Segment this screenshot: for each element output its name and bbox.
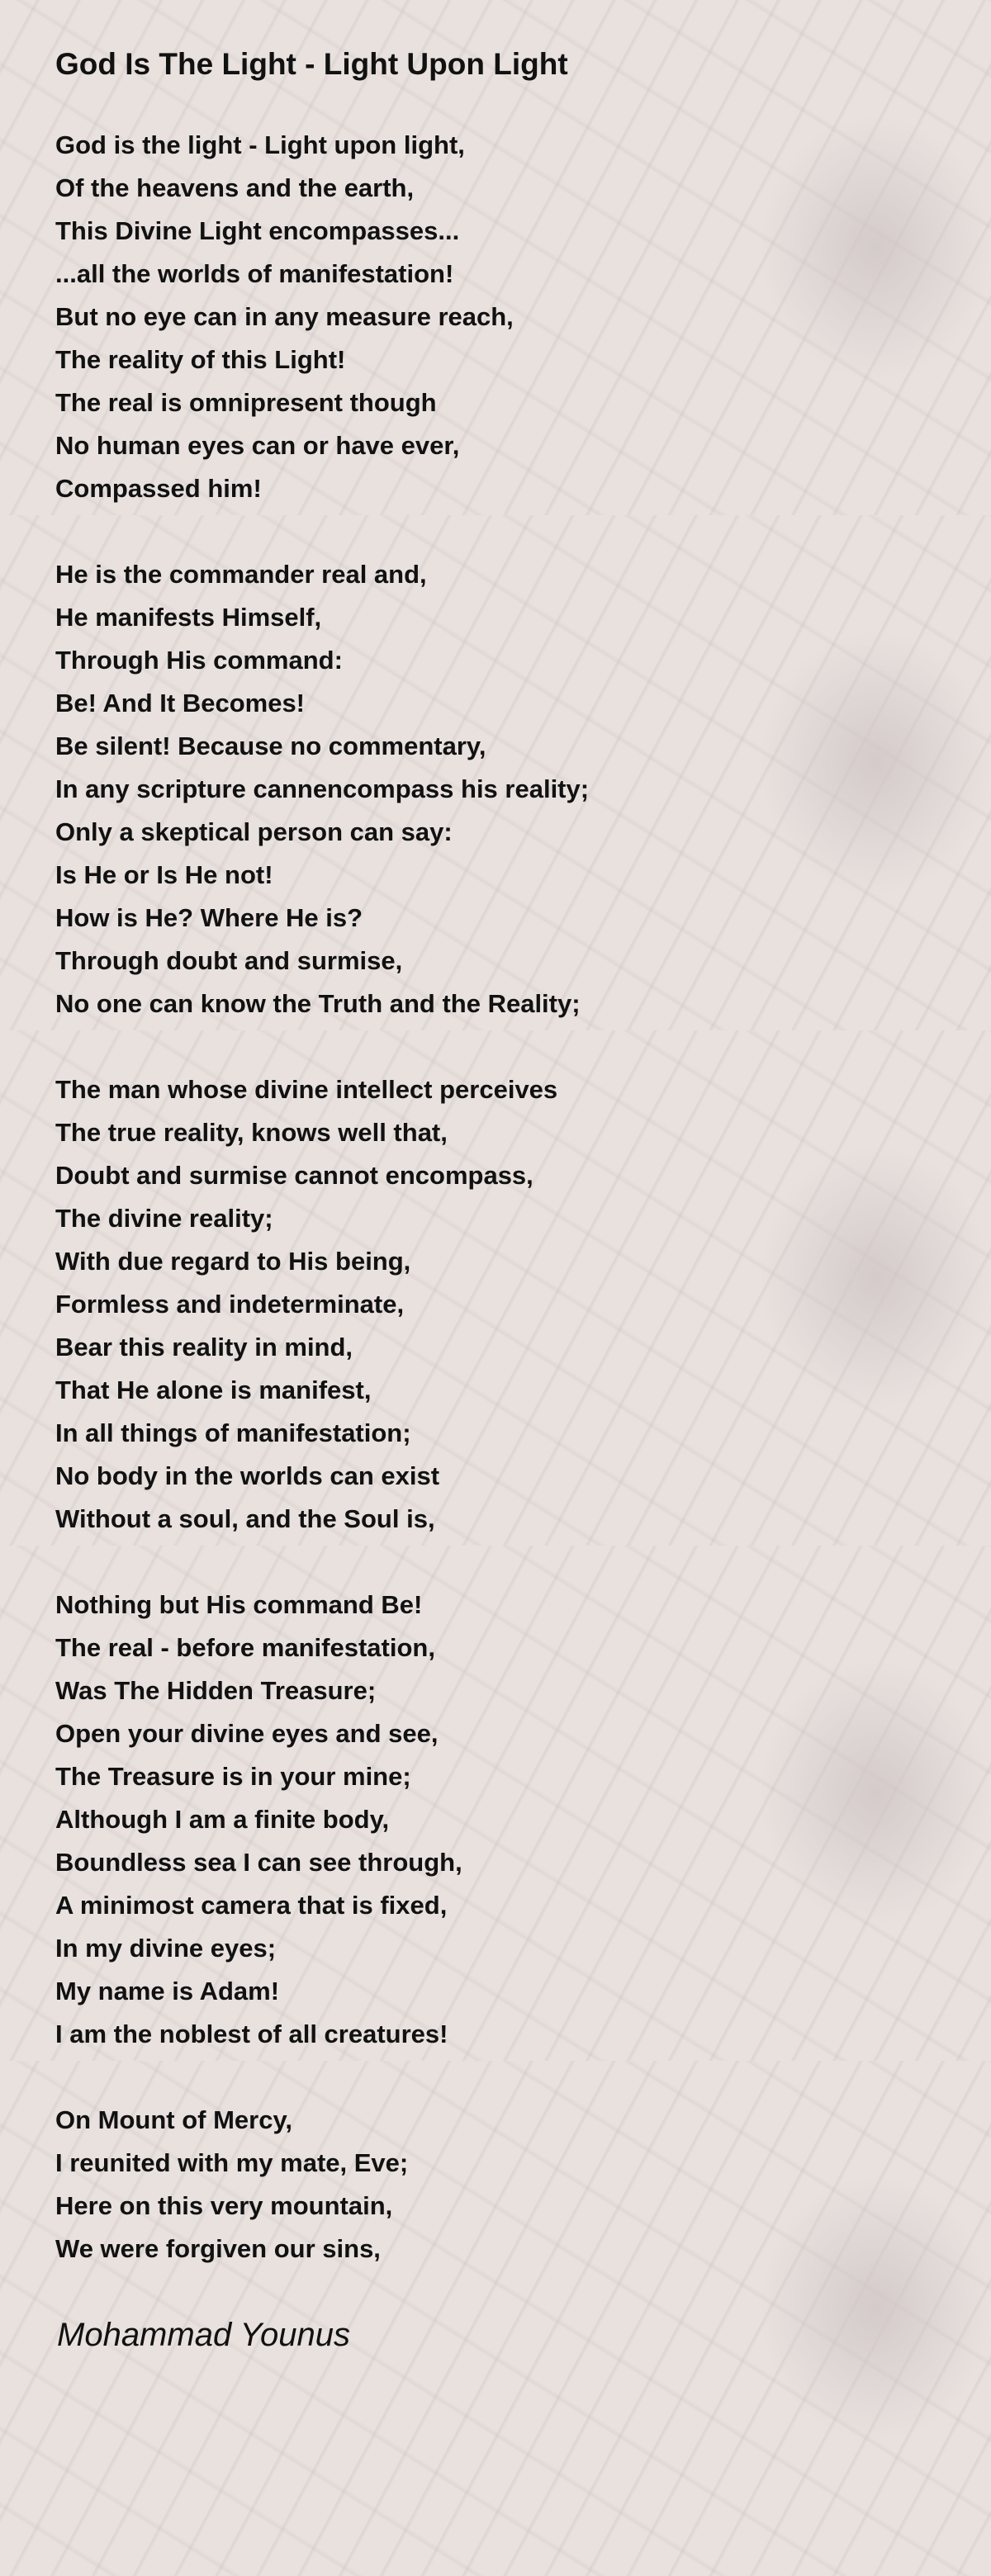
- poem-line: I am the noblest of all creatures!: [55, 2020, 448, 2048]
- stanza-3: [55, 1068, 947, 1541]
- poem-line: Bear this reality in mind,: [55, 1333, 353, 1361]
- poem-line: He is the commander real and,: [55, 560, 427, 589]
- poem-line: Is He or Is He not!: [55, 860, 273, 889]
- poem-line: On Mount of Mercy,: [55, 2105, 293, 2134]
- poem-line: Of the heavens and the earth,: [55, 173, 415, 202]
- poem-author: Mohammad Younus: [57, 2317, 351, 2353]
- poem-line: The Treasure is in your mine;: [55, 1762, 411, 1791]
- poem-line: The reality of this Light!: [55, 345, 346, 374]
- poem-line: My name is Adam!: [55, 1977, 280, 2005]
- poem-line: I reunited with my mate, Eve;: [55, 2148, 409, 2177]
- poem-line: The real is omnipresent though: [55, 388, 437, 417]
- poem-line: Was The Hidden Treasure;: [55, 1676, 377, 1705]
- poem-line: This Divine Light encompasses...: [55, 216, 460, 245]
- stanza-5: [55, 2099, 947, 2271]
- poem-line: No human eyes can or have ever,: [55, 431, 460, 460]
- poem-line: God is the light - Light upon light,: [55, 130, 465, 159]
- poem-line: He manifests Himself,: [55, 603, 322, 632]
- poem-line: Doubt and surmise cannot encompass,: [55, 1161, 533, 1190]
- poem-line: Here on this very mountain,: [55, 2191, 393, 2220]
- poem-line: Be silent! Because no commentary,: [55, 732, 486, 760]
- poem-line: That He alone is manifest,: [55, 1376, 372, 1404]
- poem-line: A minimost camera that is fixed,: [55, 1891, 448, 1920]
- poem-line: Without a soul, and the Soul is,: [55, 1504, 435, 1533]
- poem-line: In my divine eyes;: [55, 1934, 277, 1963]
- poem-container: [55, 41, 947, 2271]
- poem-line: How is He? Where He is?: [55, 903, 363, 932]
- poem-line: Boundless sea I can see through,: [55, 1848, 462, 1877]
- poem-line: We were forgiven our sins,: [55, 2234, 381, 2263]
- poem-line: The real - before manifestation,: [55, 1633, 435, 1662]
- poem-line: Formless and indeterminate,: [55, 1290, 405, 1319]
- poem-line: In any scripture cannencompass his reality;: [55, 774, 590, 803]
- poem-line: Compassed him!: [55, 474, 262, 503]
- poem-line: ...all the worlds of manifestation!: [55, 259, 454, 288]
- stanza-1: [55, 124, 947, 510]
- poem-line: But no eye can in any measure reach,: [55, 302, 514, 331]
- poem-line: No one can know the Truth and the Reality;: [55, 989, 581, 1018]
- poem-line: The divine reality;: [55, 1204, 273, 1233]
- poem-line: The true reality, knows well that,: [55, 1118, 448, 1147]
- stanza-2: [55, 553, 947, 1025]
- poem-line: Be! And It Becomes!: [55, 689, 306, 717]
- poem-title: God Is The Light - Light Upon Light: [55, 47, 568, 81]
- poem-line: Open your divine eyes and see,: [55, 1719, 439, 1748]
- poem-line: With due regard to His being,: [55, 1247, 411, 1276]
- poem-line: In all things of manifestation;: [55, 1418, 411, 1447]
- poem-line: The man whose divine intellect perceives: [55, 1075, 558, 1104]
- poem-line: Only a skeptical person can say:: [55, 817, 453, 846]
- poem-line: Through His command:: [55, 646, 343, 675]
- poem-line: No body in the worlds can exist: [55, 1461, 440, 1490]
- poem-line: Nothing but His command Be!: [55, 1590, 423, 1619]
- poem-line: Through doubt and surmise,: [55, 946, 403, 975]
- stanza-4: [55, 1584, 947, 2056]
- poem-line: Although I am a finite body,: [55, 1805, 390, 1834]
